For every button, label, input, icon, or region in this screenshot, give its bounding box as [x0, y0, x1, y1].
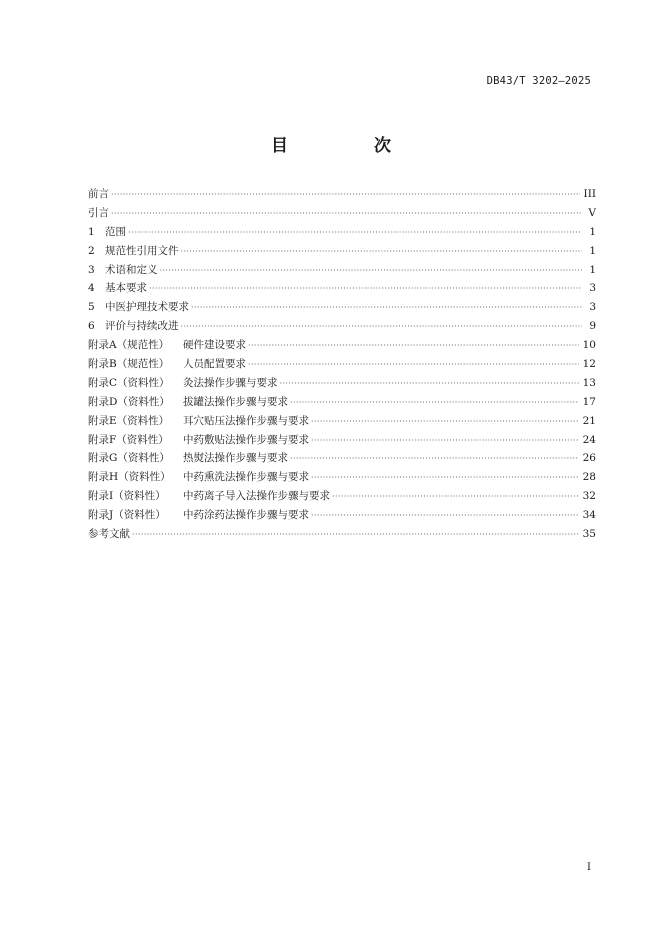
toc-entry-number: 1 [88, 225, 95, 238]
dot-leader [181, 318, 583, 337]
toc-entry-title: 前言 [88, 188, 109, 200]
dot-leader [290, 394, 579, 413]
toc-entry-page: 3 [589, 282, 596, 295]
dot-leader [191, 299, 582, 318]
toc-entry-page: 1 [589, 244, 596, 257]
dot-leader [311, 469, 579, 488]
toc-entry-title: 人员配置要求 [183, 358, 246, 371]
toc-entry-3[interactable] [88, 261, 596, 280]
toc-entry-title: 硬件建设要求 [183, 339, 246, 352]
toc-entry-title: 引言 [88, 206, 109, 219]
dot-leader [280, 375, 579, 394]
toc-entry-number: 4 [88, 282, 95, 295]
toc-entry-page: 32 [582, 490, 596, 503]
toc-entry-5[interactable] [88, 298, 596, 317]
toc-entry-appendix-j[interactable] [88, 506, 596, 525]
document-code: DB43/T 3202—2025 [486, 75, 591, 87]
toc-entry-introduction[interactable] [88, 204, 596, 223]
toc-entry-number: 6 [88, 320, 95, 333]
toc-entry-title: 范围 [105, 225, 126, 238]
toc-entry-title: 拔罐法操作步骤与要求 [183, 395, 288, 408]
toc-entry-appendix-h[interactable] [88, 468, 596, 487]
toc-entry-title: 热熨法操作步骤与要求 [183, 452, 288, 465]
dot-leader [181, 243, 583, 262]
toc-entry-appendix-e[interactable] [88, 412, 596, 431]
toc-entry-page: 24 [582, 433, 596, 446]
toc-entry-title: 评价与持续改进 [105, 320, 179, 333]
toc-entry-appendix-c[interactable] [88, 374, 596, 393]
dot-leader [248, 356, 579, 375]
toc-entry-page: 13 [582, 376, 596, 389]
toc-entry-page: III [583, 188, 596, 200]
toc-entry-number: 附录C（资料性） [88, 376, 170, 389]
toc-entry-title: 参考文献 [88, 528, 130, 541]
toc-entry-title: 术语和定义 [105, 263, 158, 276]
dot-leader [160, 262, 583, 281]
toc-entry-number: 附录D（资料性） [88, 395, 170, 408]
toc-entry-title: 耳穴贴压法操作步骤与要求 [183, 414, 309, 427]
dot-leader [111, 205, 582, 224]
toc-entry-number: 附录J（资料性） [88, 509, 166, 522]
toc-entry-appendix-a[interactable] [88, 336, 596, 355]
dot-leader [128, 224, 582, 243]
toc-entry-page: 10 [582, 339, 596, 352]
toc-entry-page: 28 [582, 471, 596, 484]
toc-entry-appendix-b[interactable] [88, 355, 596, 374]
toc-entry-page: 12 [582, 358, 596, 371]
toc-entry-number: 附录B（规范性） [88, 358, 170, 371]
toc-entry-bibliography[interactable] [88, 525, 596, 544]
toc-entry-number: 附录A（规范性） [88, 339, 170, 352]
table-of-contents [88, 185, 596, 544]
toc-entry-page: 1 [589, 225, 596, 238]
toc-entry-title: 中药离子导入法操作步骤与要求 [183, 490, 330, 503]
dot-leader [311, 413, 579, 432]
dot-leader [290, 450, 579, 469]
toc-entry-title: 中药敷贴法操作步骤与要求 [183, 433, 309, 446]
toc-entry-page: 26 [582, 452, 596, 465]
toc-entry-title: 灸法操作步骤与要求 [183, 376, 278, 389]
toc-entry-title: 中药涂药法操作步骤与要求 [183, 509, 309, 522]
toc-entry-page: 21 [582, 414, 596, 427]
toc-entry-number: 3 [88, 263, 95, 276]
toc-entry-title: 中医护理技术要求 [105, 301, 189, 314]
toc-entry-appendix-i[interactable] [88, 487, 596, 506]
toc-entry-number: 附录G（资料性） [88, 452, 170, 465]
toc-entry-number: 附录F（资料性） [88, 433, 169, 446]
toc-entry-page: V [588, 206, 596, 219]
toc-entry-1[interactable] [88, 223, 596, 242]
toc-entry-page: 3 [589, 301, 596, 314]
toc-entry-number: 附录H（资料性） [88, 471, 171, 484]
toc-entry-page: 34 [582, 509, 596, 522]
toc-entry-page: 35 [582, 528, 596, 541]
toc-entry-page: 9 [589, 320, 596, 333]
dot-leader [311, 432, 579, 451]
toc-entry-appendix-d[interactable] [88, 393, 596, 412]
dot-leader [132, 526, 579, 545]
toc-entry-title: 规范性引用文件 [105, 244, 179, 257]
toc-entry-number: 2 [88, 244, 95, 257]
toc-title: 目 次 [271, 136, 431, 156]
toc-entry-number: 附录E（资料性） [88, 414, 170, 427]
toc-entry-number: 附录I（资料性） [88, 490, 166, 503]
toc-entry-appendix-f[interactable] [88, 431, 596, 450]
toc-entry-number: 5 [88, 301, 95, 314]
toc-entry-page: 17 [582, 395, 596, 408]
dot-leader [332, 488, 579, 507]
toc-entry-6[interactable] [88, 317, 596, 336]
dot-leader [149, 280, 582, 299]
toc-entry-4[interactable] [88, 279, 596, 298]
toc-entry-2[interactable] [88, 242, 596, 261]
dot-leader [311, 507, 579, 526]
toc-entry-foreword[interactable] [88, 185, 596, 204]
page-number: I [587, 862, 591, 873]
dot-leader [111, 186, 580, 205]
toc-entry-title: 中药熏洗法操作步骤与要求 [183, 471, 309, 484]
toc-entry-appendix-g[interactable] [88, 449, 596, 468]
toc-entry-page: 1 [589, 263, 596, 276]
toc-entry-title: 基本要求 [105, 282, 147, 295]
dot-leader [248, 337, 579, 356]
